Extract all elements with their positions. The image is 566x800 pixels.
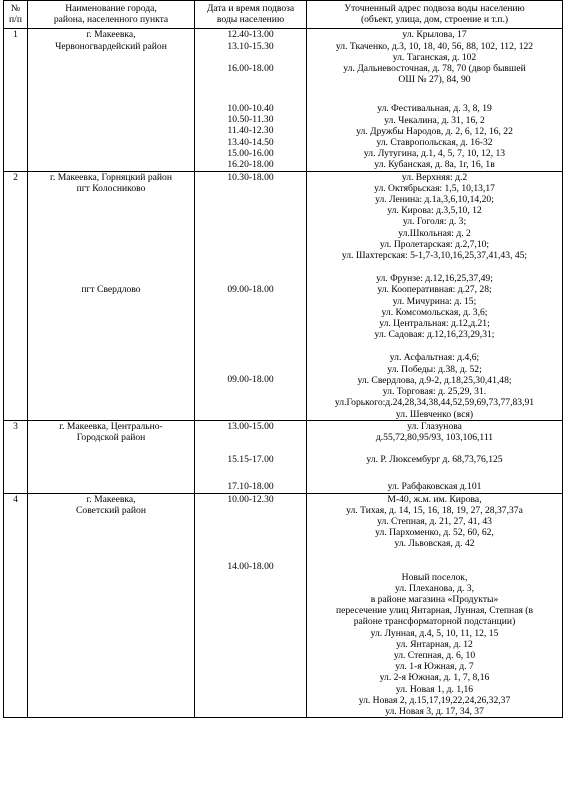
cell-line: 16.00-18.00 (227, 62, 274, 74)
row-address (307, 29, 563, 171)
water-delivery-table (3, 0, 563, 718)
row-place (28, 29, 195, 171)
cell-line: ул. Плеханова, д. 3, (395, 582, 474, 594)
cell-line: ул. Октябрьская: 1,5, 10,13,17 (374, 182, 495, 194)
row-address (307, 171, 563, 420)
cell-line: в районе магазина «Продукты» (370, 593, 499, 605)
cell-line: 12.40-13.00 (227, 29, 274, 41)
cell-line: Новый поселок, (401, 571, 468, 583)
row-number (4, 171, 28, 420)
row-place (28, 420, 195, 493)
cell-line: ул.Школьная: д. 2 (398, 227, 471, 239)
cell-line: г. Макеевка, Центрально- (59, 420, 163, 432)
row-time (195, 493, 307, 718)
cell-line: 15.15-17.00 (227, 453, 274, 465)
cell-line: ул. Шевченко (вся) (395, 408, 474, 420)
cell-line: ул. Чекалина, д. 31, 16, 2 (384, 114, 485, 126)
cell-line: 17.10-18.00 (227, 481, 274, 493)
block-gap (309, 261, 560, 273)
block-gap (309, 443, 560, 454)
block-gap (309, 340, 560, 352)
header-time: Дата и время подвоза воды населению (195, 1, 307, 29)
cell-line: 09.00-18.00 (227, 374, 274, 386)
cell-line: Червоногвардейский район (55, 40, 167, 52)
row-address (307, 420, 563, 493)
cell-line: ул. Дальневосточная, д. 78, 70 (двор бывшей (343, 63, 526, 75)
cell-line: ул. Торговая: д. 25,29, 31. (382, 386, 487, 398)
cell-line: районе трансформаторной подстанции) (353, 616, 516, 628)
cell-line: ул.Горького:д.24,28,34,38,44,52,59,69,73,77,83,91 (334, 397, 535, 409)
table-row (4, 171, 563, 420)
cell-line: ул. Дружбы Народов, д. 2, 6, 12, 16, 22 (356, 125, 513, 137)
cell-line: ул. Садовая: д.12,16,23,29,31; (374, 329, 495, 341)
cell-line: г. Макеевка, (86, 493, 136, 505)
block-gap (309, 85, 560, 103)
cell-line: 15.00-16.00 (227, 147, 274, 159)
cell-line: ул. Тихая, д. 14, 15, 16, 18, 19, 27, 28,37,37а (346, 504, 523, 516)
block-gap (197, 465, 304, 481)
cell-line: 10.30-18.00 (227, 171, 274, 183)
cell-line: ул. Фестивальная, д. 3, 8, 19 (377, 103, 492, 115)
cell-line: М-40, ж.м. им. Кирова, (387, 493, 482, 505)
cell-line: ул. Ставропольская, д. 16-32 (376, 137, 493, 149)
cell-line: ул. Янтарная, д. 12 (396, 638, 473, 650)
block-gap (197, 74, 304, 103)
cell-line: 16.20-18.00 (227, 159, 274, 171)
cell-line: 10.50-11.30 (227, 114, 274, 126)
row-place (28, 171, 195, 420)
cell-line: ул. Степная, д. 21, 27, 41, 43 (377, 515, 492, 527)
row-number (4, 493, 28, 718)
row-number (4, 29, 28, 171)
cell-line: ул. Кирова: д.3,5,10, 12 (387, 205, 482, 217)
row-time (195, 29, 307, 171)
table-row (4, 29, 563, 171)
cell-line: ул. Верхняя: д.2 (401, 171, 468, 183)
cell-line: Городской район (76, 431, 146, 443)
table-row (4, 420, 563, 493)
cell-line: ул. Лунная, д.4, 5, 10, 11, 12, 15 (370, 627, 499, 639)
cell-line: 10.00-10.40 (227, 103, 274, 115)
cell-line: 14.00-18.00 (227, 560, 274, 572)
table-row (4, 493, 563, 718)
cell-line: ОШ № 27), 84, 90 (398, 74, 471, 86)
cell-line: пересечение улиц Янтарная, Лунная, Степная (в (335, 605, 533, 617)
block-gap (309, 550, 560, 572)
header-address: Уточненный адрес подвоза воды населению (объект, улица, дом, строение и т.п.) (307, 1, 563, 29)
row-time (195, 420, 307, 493)
cell-line: ул. Ткаченко, д.3, 10, 18, 40, 56, 88, 102, 112, 122 (335, 40, 534, 52)
cell-line: г. Макеевка, Горняцкий район (50, 171, 172, 183)
cell-line: Советский район (76, 504, 146, 516)
cell-line: ул. Таганская, д. 102 (392, 51, 477, 63)
cell-line: ул. Лутугина, д.1, 4, 5, 7, 10, 12, 13 (363, 148, 506, 160)
block-gap (309, 465, 560, 481)
row-place (28, 493, 195, 718)
cell-line: ул. 2-я Южная, д. 1, 7, 8,16 (379, 672, 490, 684)
block-gap (197, 505, 304, 561)
row-number-text: 1 (13, 29, 18, 41)
cell-line: д.55,72,80,95/93, 103,106,111 (375, 431, 494, 443)
cell-line: ул. Новая 3, д. 17, 34, 37 (385, 705, 484, 717)
cell-line: 09.00-18.00 (227, 283, 274, 295)
cell-line: ул. Асфальтная: д.4,6; (389, 352, 480, 364)
block-gap (30, 194, 192, 284)
cell-line: ул. Степная, д. 6, 10 (393, 649, 476, 661)
cell-line: ул. Пролетарская: д.2,7,10; (379, 238, 490, 250)
cell-line: ул. Рабфаковская д.101 (387, 481, 482, 493)
cell-line: ул. Пархоменко, д. 52, 60, 62, (375, 527, 494, 539)
table-header-row (4, 1, 563, 29)
cell-line: 13.10-15.30 (227, 40, 274, 52)
cell-line: ул. Крылова, 17 (402, 29, 467, 41)
cell-line: ул. Гоголя: д. 3; (402, 216, 467, 228)
cell-line: 10.00-12.30 (227, 493, 274, 505)
block-gap (197, 295, 304, 374)
cell-line: ул. Центральная: д.12,д.21; (379, 318, 490, 330)
cell-line: г. Макеевка, (86, 29, 136, 41)
row-number-text: 4 (13, 493, 18, 505)
cell-line: ул. Львовская, д. 42 (394, 538, 475, 550)
cell-line: ул. Мичурина: д. 15; (392, 295, 477, 307)
cell-line: ул. Новая 1, д. 1,16 (395, 683, 474, 695)
cell-line: 13.40-14.50 (227, 136, 274, 148)
row-number (4, 420, 28, 493)
row-number-text: 3 (13, 420, 18, 432)
cell-line: пгт Колосниково (76, 182, 146, 194)
header-place: Наименование города, района, населенного пункта (28, 1, 195, 29)
cell-line: ул. Новая 2, д.15,17,19,22,24,26,32,37 (358, 694, 511, 706)
cell-line: ул. Ленина: д.1а,3,6,10,14,20; (375, 194, 494, 206)
cell-line: ул. Глазунова (407, 420, 462, 432)
cell-line: ул. Р. Люксембург д. 68,73,76,125 (366, 454, 503, 466)
cell-line: ул. Кубанская, д. 8а, 1г, 16, 1в (374, 159, 495, 171)
cell-line: пгт Свердлово (81, 284, 141, 296)
cell-line: 11.40-12.30 (227, 125, 274, 137)
cell-line: ул. Свердлова, д.9-2, д.18,25,30,41,48; (357, 374, 512, 386)
block-gap (197, 432, 304, 454)
cell-line: 13.00-15.00 (227, 420, 274, 432)
cell-line: ул. Комсомольская, д. 3,6; (381, 306, 488, 318)
cell-line: ул. Фрунзе: д.12,16,25,37,49; (376, 273, 493, 285)
row-number-text: 2 (13, 171, 18, 183)
cell-line: ул. Шахтерская: 5-1,7-3,10,16,25,37,41,43, 45; (341, 250, 528, 262)
cell-line: ул. Победы: д.38, д. 52; (387, 363, 482, 375)
row-address (307, 493, 563, 718)
cell-line: ул. Кооперативная: д.27, 28; (377, 284, 492, 296)
header-number: № п/п (4, 1, 28, 29)
row-time (195, 171, 307, 420)
block-gap (197, 183, 304, 284)
block-gap (197, 52, 304, 63)
cell-line: ул. 1-я Южная, д. 7 (395, 661, 474, 673)
